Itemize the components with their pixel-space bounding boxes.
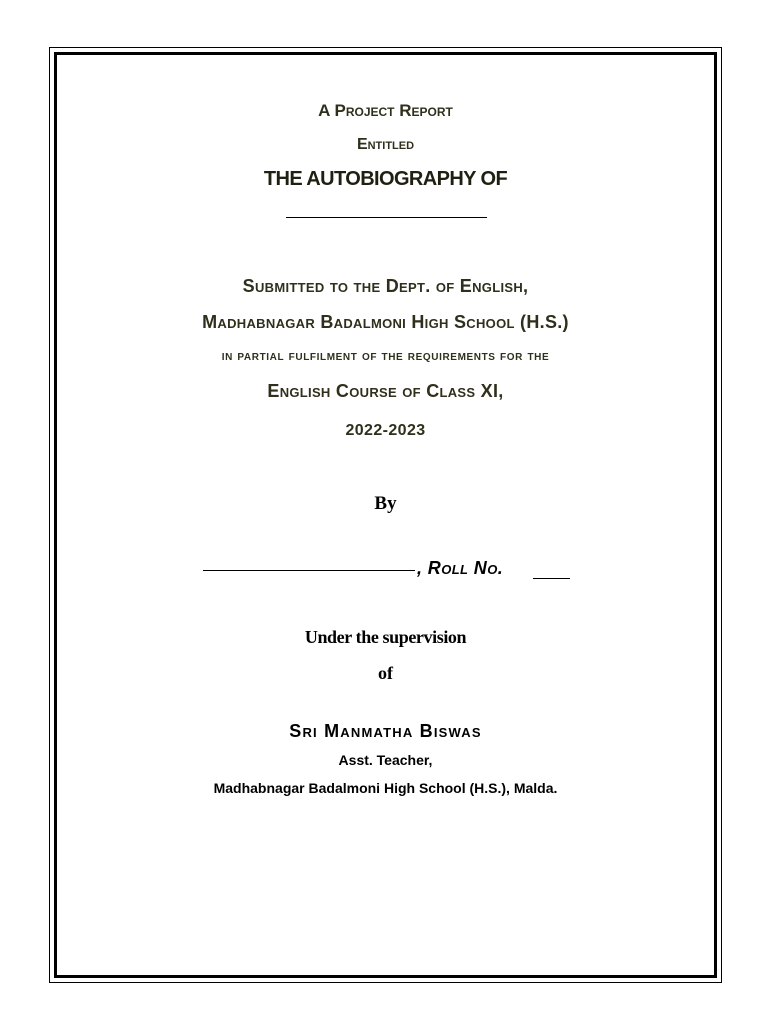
roll-number-label: , Roll No. (417, 558, 504, 578)
by-label: By (374, 493, 397, 514)
course-line: English Course of Class XI, (267, 381, 504, 401)
entitled-label: Entitled (356, 136, 415, 153)
school-name-line: Madhabnagar Badalmoni High School (H.S.) (202, 312, 569, 332)
supervisor-school: Madhabnagar Badalmoni High School (H.S.), Malda. (213, 780, 558, 796)
submitted-to-line: Submitted to the Dept. of English, (242, 276, 529, 296)
supervisor-designation: Asst. Teacher, (338, 752, 433, 768)
roll-number-blank (533, 578, 570, 579)
supervision-label: Under the supervision (304, 627, 467, 647)
of-label: of (378, 663, 393, 683)
report-heading: A Project Report (318, 101, 453, 120)
requirements-line: in partial fulfilment of the requirements for the (221, 347, 550, 363)
title-blank-line (286, 217, 487, 218)
student-name-blank (203, 570, 415, 571)
supervisor-name: Sri Manmatha Biswas (289, 721, 482, 741)
session-year: 2022-2023 (345, 422, 426, 439)
report-title: THE AUTOBIOGRAPHY OF (263, 168, 508, 190)
